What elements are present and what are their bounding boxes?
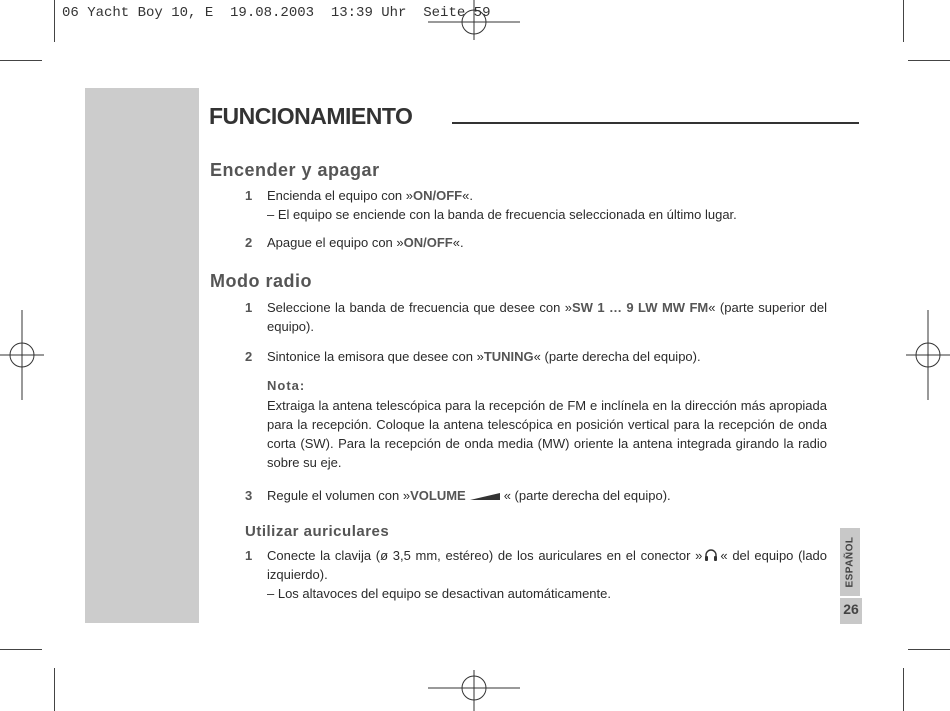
headphones-icon [704,548,718,562]
title-rule [452,122,859,124]
page-number: 26 [843,601,859,617]
step-text: Seleccione la banda de frecuencia que desee con »SW 1 … 9 LW MW FM« (parte superior del equipo). [267,300,828,334]
step-text: Regule el volumen con »VOLUME « (parte derecha del equipo). [267,488,671,503]
note-text: Extraiga la antena telescópica para la recepción de FM e inclínela en la dirección más apropiada para la recepción. Coloque la antena telescópica en posición vertical para la recepción de onda corta (SW). Para la recepción de onda media (MW) oriente la antena integrada girando la radio sobre su eje. [267,398,827,470]
heading-auriculares: Utilizar auriculares [245,523,390,540]
step-number: 2 [245,235,253,250]
step-result: – Los altavoces del equipo se desactivan automáticamente. [267,586,611,601]
step-number: 2 [245,349,253,364]
step-number: 3 [245,488,253,503]
step-number: 1 [245,188,253,203]
step-text: Apague el equipo con »ON/OFF«. [267,235,464,250]
sidebar-block [85,88,199,623]
page-title: FUNCIONAMIENTO [209,103,413,129]
note-label: Nota: [267,378,306,393]
step-text: Conecte la clavija (ø 3,5 mm, estéreo) de los auriculares en el conector » « del equipo (lado izquierdo). [267,548,828,582]
language-tab-label: ESPAÑOL [844,536,856,588]
print-header: 06 Yacht Boy 10, E 19.08.2003 13:39 Uhr Seite 59 [62,5,491,21]
step-text: Encienda el equipo con »ON/OFF«. – El equipo se enciende con la banda de frecuencia seleccionada en último lugar. [267,188,737,222]
heading-encender: Encender y apagar [210,160,380,180]
step-text: Sintonice la emisora que desee con »TUNING« (parte derecha del equipo). [267,349,701,364]
heading-modo-radio: Modo radio [210,271,312,291]
step-number: 1 [245,300,253,315]
volume-wedge-icon [470,493,500,501]
step-number: 1 [245,548,253,563]
